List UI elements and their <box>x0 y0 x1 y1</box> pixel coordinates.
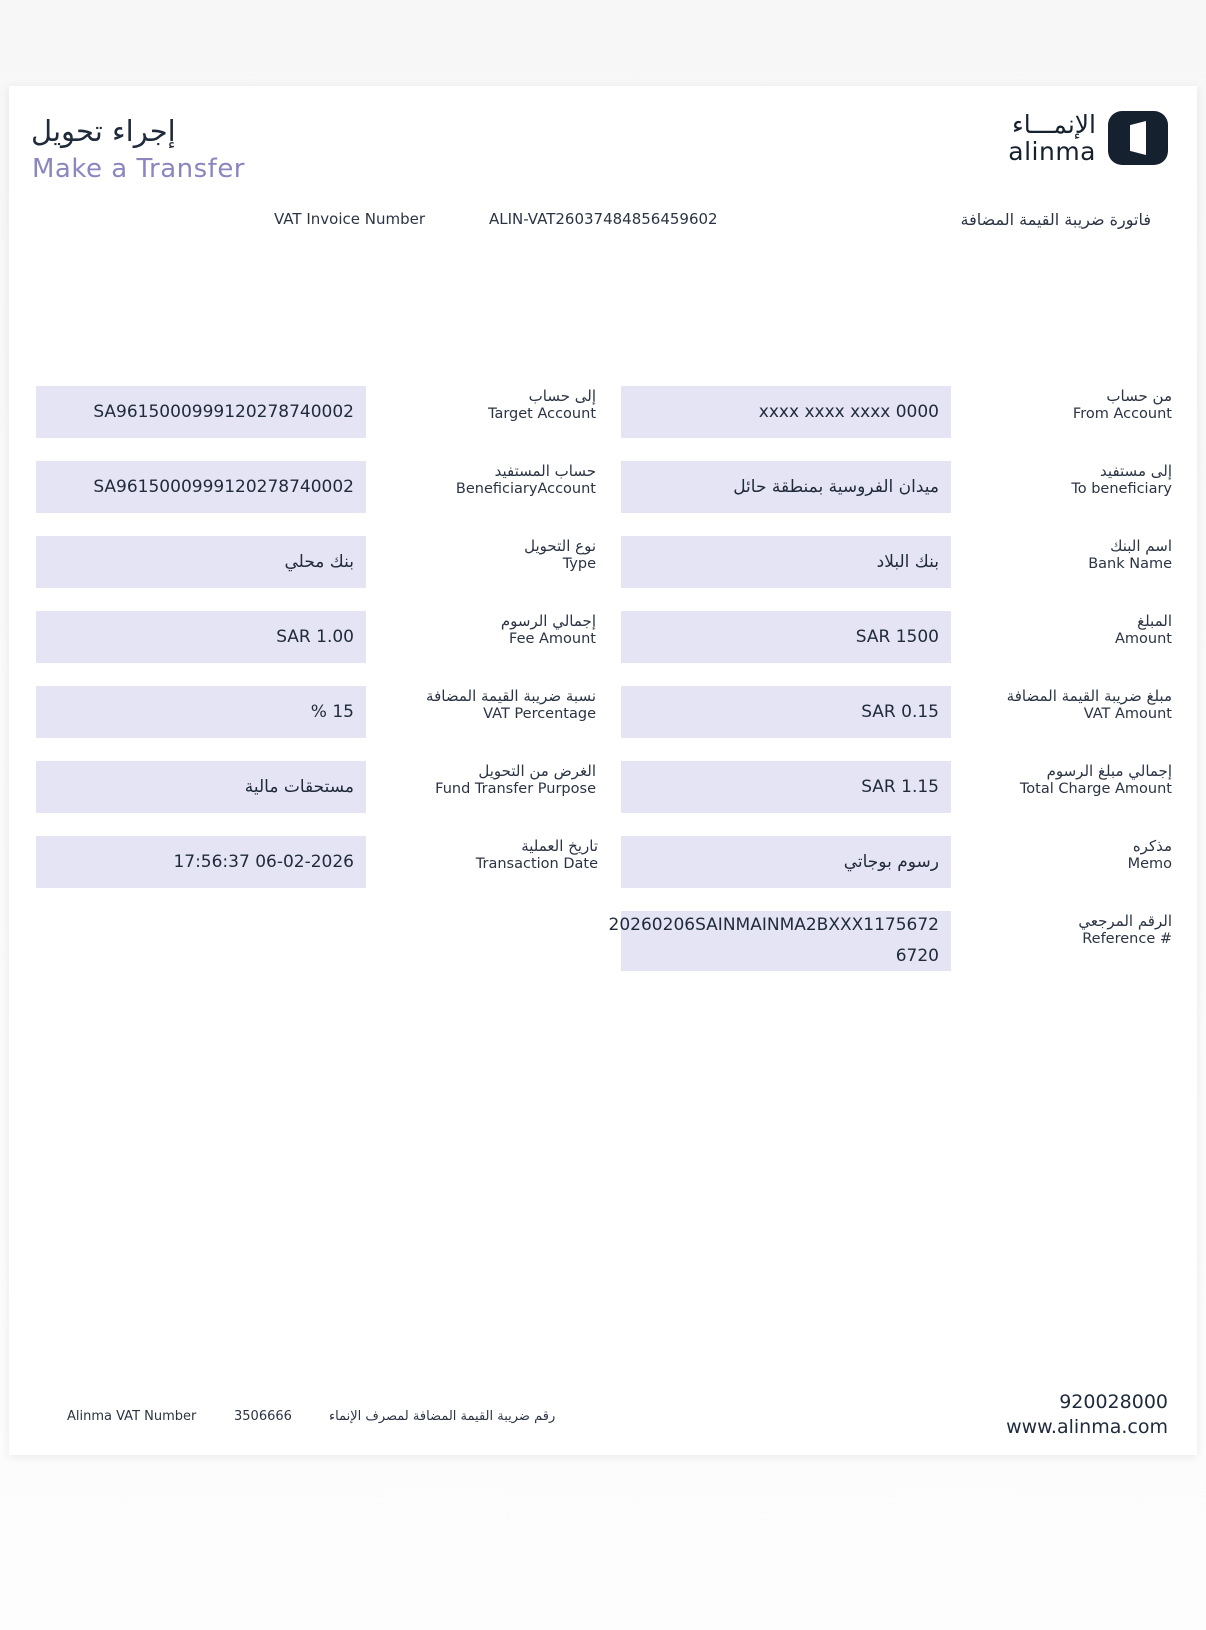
label-english: From Account <box>1072 406 1172 422</box>
logo-wordmark <box>1008 112 1096 164</box>
transfer-purpose-label <box>389 762 596 798</box>
label-arabic: مذكره <box>1132 837 1172 855</box>
contact-info <box>1006 1390 1168 1440</box>
label-english: Target Account <box>487 406 596 422</box>
label-arabic: إلى حساب <box>528 387 596 405</box>
label-arabic: اسم البنك <box>1110 537 1172 555</box>
vat-percentage-value: % 15 <box>36 686 366 738</box>
label-english: To beneficiary <box>1071 481 1172 497</box>
from-account-value: xxxx xxxx xxxx 0000 <box>621 386 951 438</box>
page-title-arabic: إجراء تحويل <box>31 114 176 148</box>
label-english: VAT Amount <box>1083 706 1172 722</box>
label-arabic: نوع التحويل <box>524 537 596 555</box>
label-english: Reference # <box>1082 931 1172 947</box>
total-charge-label <box>1020 762 1172 798</box>
vat-amount-value: SAR 0.15 <box>621 686 951 738</box>
logo-text-english: alinma <box>1008 137 1096 166</box>
transaction-date-value: 17:56:37 06-02-2026 <box>36 836 366 888</box>
label-arabic: إجمالي الرسوم <box>500 612 596 630</box>
label-english: Transaction Date <box>475 856 598 872</box>
label-arabic: نسبة ضريبة القيمة المضافة <box>426 687 596 705</box>
transfer-type-value: بنك محلي <box>36 536 366 588</box>
vat-invoice-number: ALIN-VAT26037484856459602 <box>489 210 718 228</box>
vat-invoice-label: VAT Invoice Number <box>274 210 425 228</box>
target-account-value: SA9615000999120278740002 <box>36 386 366 438</box>
memo-label <box>1128 837 1172 873</box>
reference-value <box>608 911 951 971</box>
to-beneficiary-value: ميدان الفروسية بمنطقة حائل <box>621 461 951 513</box>
footer-vat-label: Alinma VAT Number <box>67 1409 197 1424</box>
bank-name-value: بنك البلاد <box>621 536 951 588</box>
bank-name-label <box>1088 537 1172 573</box>
alinma-door-logo-icon <box>1108 111 1168 165</box>
label-english: Fund Transfer Purpose <box>435 781 596 797</box>
label-english: Type <box>562 556 596 572</box>
label-arabic: مبلغ ضريبة القيمة المضافة <box>1006 687 1172 705</box>
alinma-logo <box>1008 110 1168 166</box>
target-account-label <box>389 387 596 423</box>
label-arabic: المبلغ <box>1137 612 1172 630</box>
from-account-label <box>1073 387 1172 423</box>
page-title-english: Make a Transfer <box>32 154 245 184</box>
amount-label <box>1115 612 1172 648</box>
label-arabic: إلى مستفيد <box>1100 462 1172 480</box>
label-english: VAT Percentage <box>483 706 596 722</box>
footer-vat-label-arabic: رقم ضريبة القيمة المضافة لمصرف الإنماء <box>329 1409 556 1424</box>
label-arabic: إجمالي مبلغ الرسوم <box>1046 762 1172 780</box>
label-english: Amount <box>1115 631 1172 647</box>
label-english: Memo <box>1127 856 1172 872</box>
label-arabic: الغرض من التحويل <box>478 762 596 780</box>
label-english: Fee Amount <box>509 631 596 647</box>
label-english: Bank Name <box>1088 556 1172 572</box>
label-arabic: تاريخ العملية <box>521 837 598 855</box>
label-english: Total Charge Amount <box>1019 781 1172 797</box>
fee-amount-label <box>389 612 596 648</box>
vat-invoice-label-arabic: فاتورة ضريبة القيمة المضافة <box>960 210 1151 229</box>
phone-number: 920028000 <box>1059 1391 1168 1413</box>
footer-vat-number: 3506666 <box>234 1409 292 1424</box>
memo-value: رسوم بوجاتي <box>621 836 951 888</box>
label-arabic: حساب المستفيد <box>494 462 596 480</box>
beneficiary-account-value: SA9615000999120278740002 <box>36 461 366 513</box>
transaction-date-label <box>389 837 598 873</box>
label-arabic: من حساب <box>1106 387 1172 405</box>
reference-line-1: 20260206SAINMAINMA2BXXX1175672 <box>608 915 939 935</box>
amount-value: SAR 1500 <box>621 611 951 663</box>
label-arabic: الرقم المرجعي <box>1078 912 1172 930</box>
vat-percentage-label <box>349 687 596 723</box>
label-english: BeneficiaryAccount <box>455 481 596 497</box>
logo-text-arabic: الإنمـــاء <box>1012 110 1096 139</box>
transfer-purpose-value: مستحقات مالية <box>36 761 366 813</box>
transfer-receipt-card <box>9 86 1197 1455</box>
website-link[interactable]: www.alinma.com <box>1006 1416 1168 1438</box>
transfer-type-label <box>389 537 596 573</box>
to-beneficiary-label <box>1071 462 1172 498</box>
beneficiary-account-label <box>389 462 596 498</box>
vat-amount-label <box>1007 687 1172 723</box>
reference-line-2: 6720 <box>895 946 939 966</box>
fee-amount-value: SAR 1.00 <box>36 611 366 663</box>
total-charge-value: SAR 1.15 <box>621 761 951 813</box>
reference-label <box>1078 912 1172 948</box>
